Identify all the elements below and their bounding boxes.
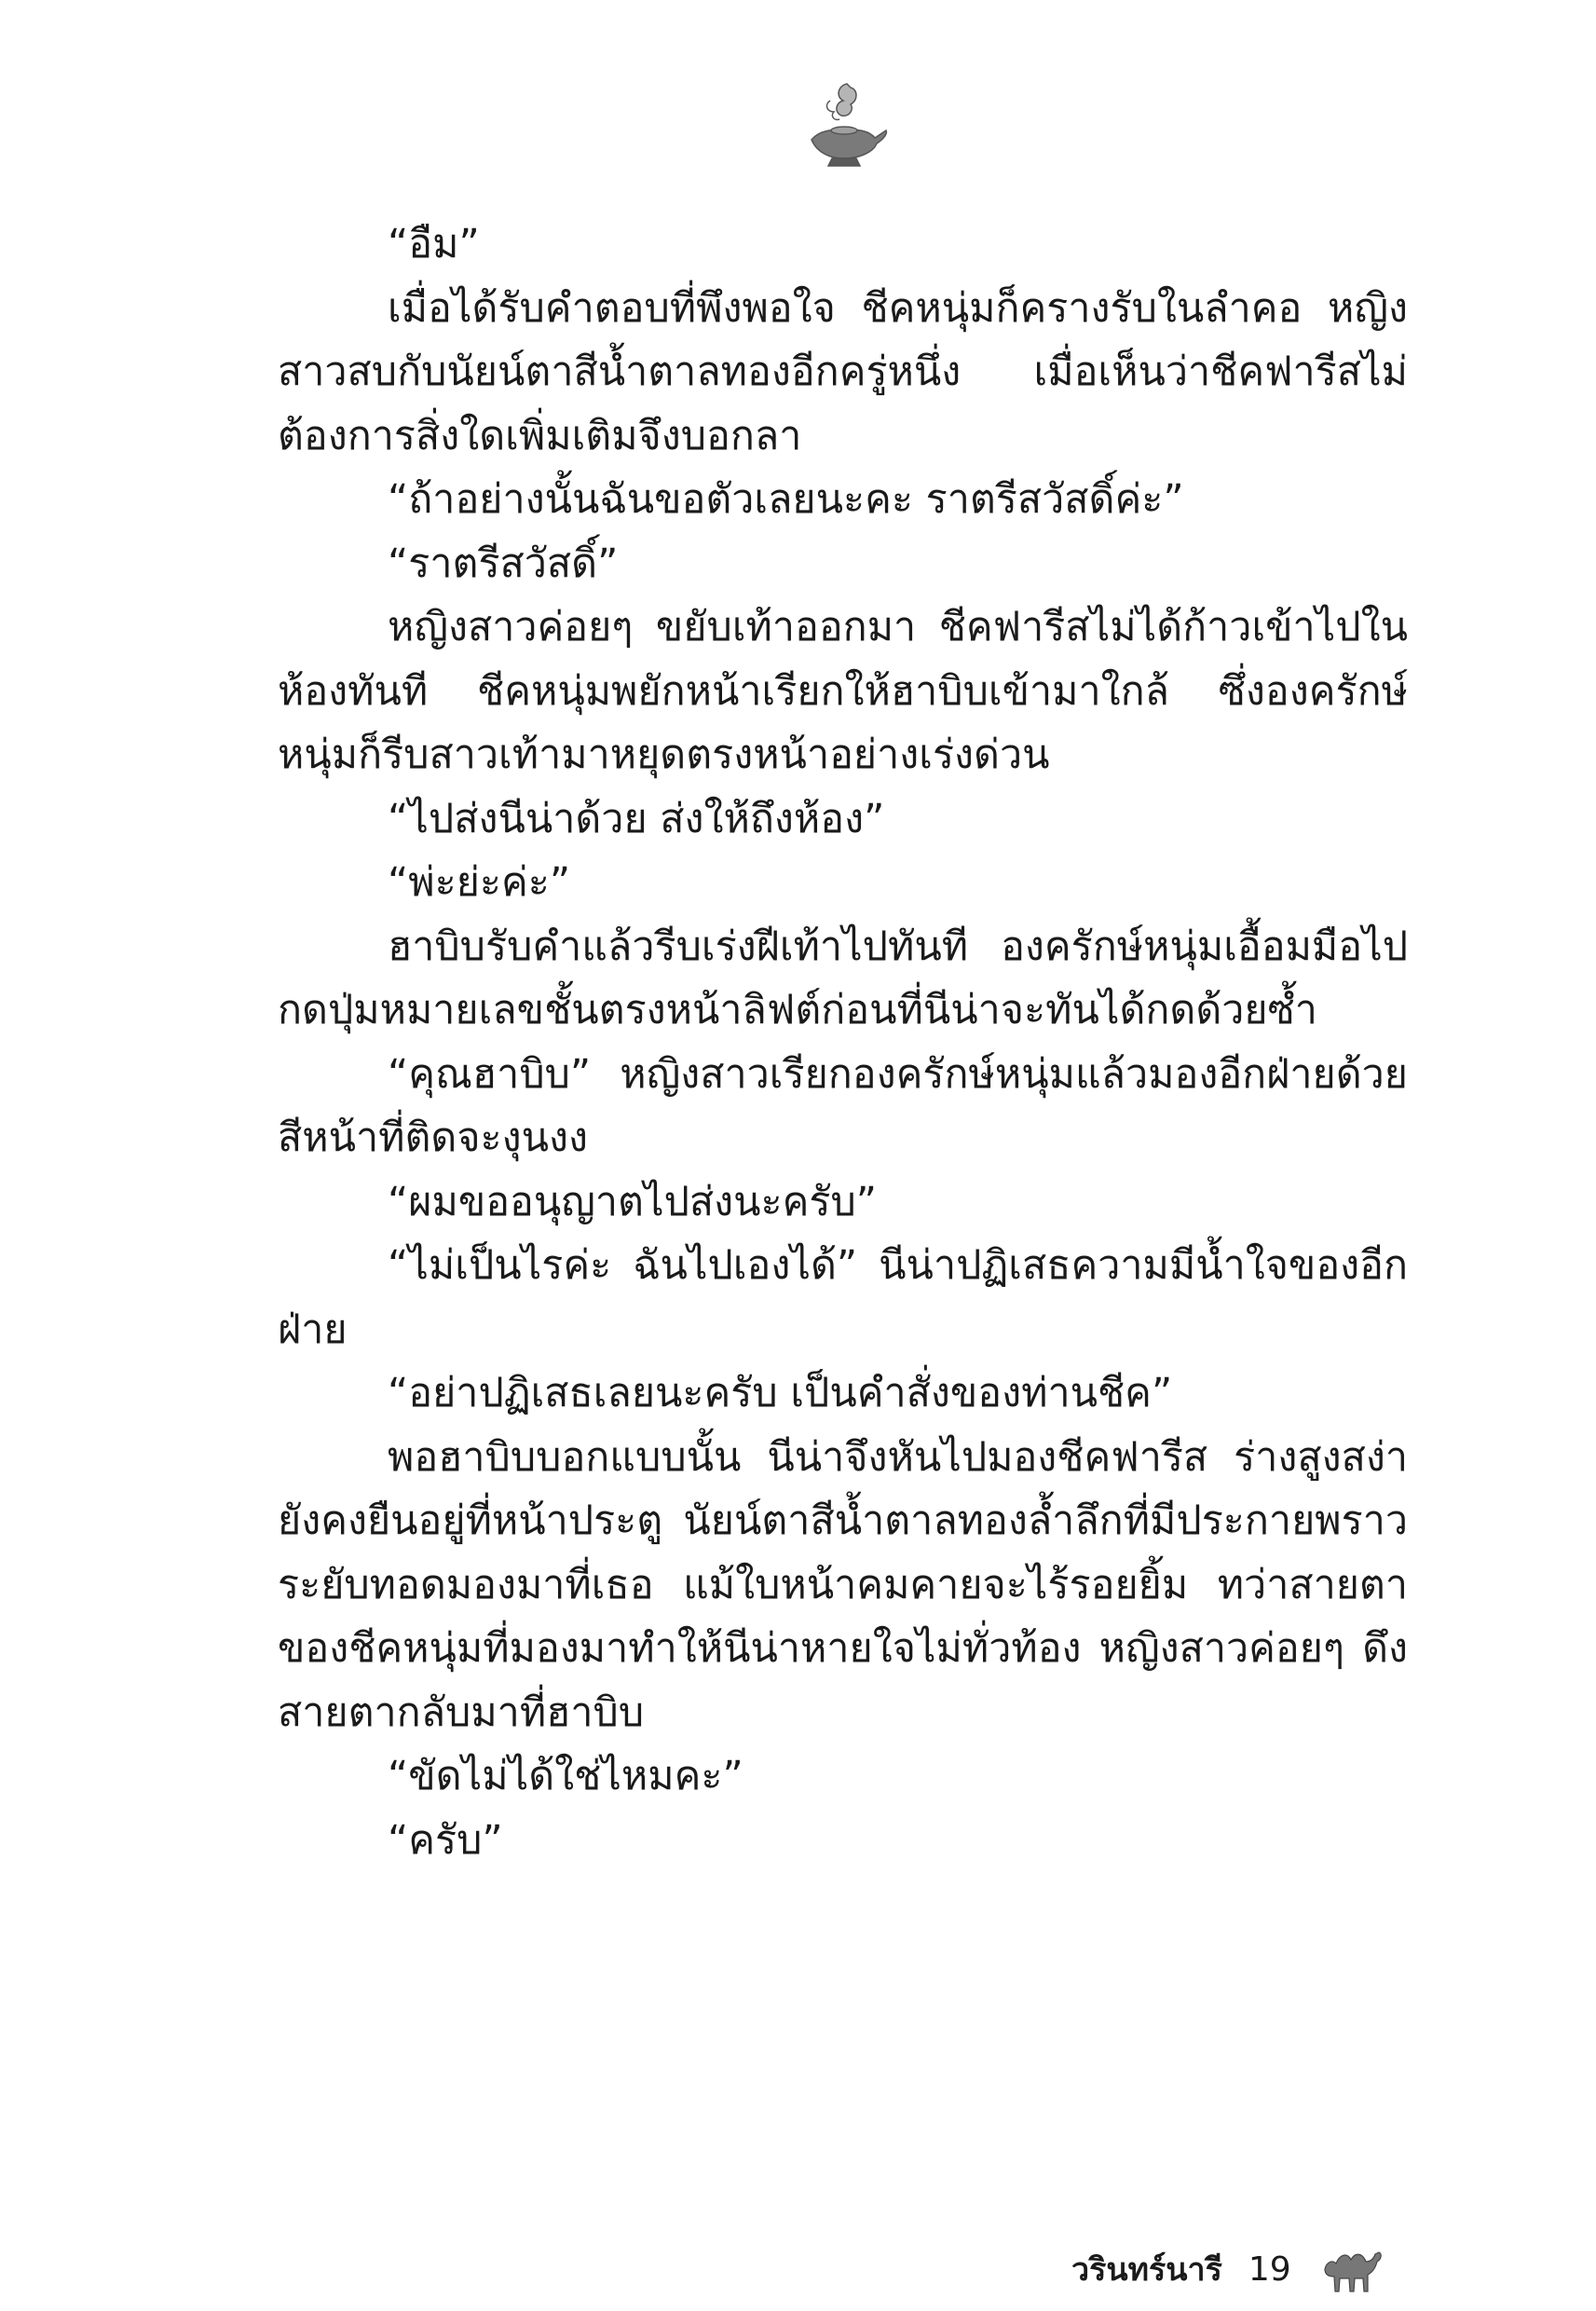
paragraph: “คุณฮาบิบ” หญิงสาวเรียกองครักษ์หนุ่มแล้วมองอีกฝ่ายด้วยสีหน้าที่ติดจะงุนงง	[278, 1050, 1408, 1161]
book-title: วรินทร์นารี	[1071, 2251, 1222, 2289]
paragraph: “ไม่เป็นไรค่ะ ฉันไปเองได้” นีน่าปฏิเสธความมีน้ำใจของอีกฝ่าย	[278, 1242, 1408, 1353]
paragraph: “ครับ”	[388, 1816, 503, 1864]
paragraph: หญิงสาวค่อยๆ ขยับเท้าออกมา ชีคฟารีสไม่ได้ก้าวเข้าไปในห้องทันที ชีคหนุ่มพยักหน้าเรียกให้ฮาบิบเข้ามาใกล้ ซึ่งองครักษ์หนุ่มก็รีบสาวเท้ามาหยุดตรงหน้าอย่างเร่งด่วน	[278, 604, 1408, 778]
paragraph: “ถ้าอย่างนั้นฉันขอตัวเลยนะคะ ราตรีสวัสดิ์ค่ะ”	[388, 476, 1184, 523]
camel-icon	[1317, 2241, 1385, 2297]
page-footer	[1071, 2241, 1385, 2297]
paragraph: ฮาบิบรับคำแล้วรีบเร่งฝีเท้าไปทันที องครักษ์หนุ่มเอื้อมมือไปกดปุ่มหมายเลขชั้นตรงหน้าลิฟต์ก่อนที่นีน่าจะทันได้กดด้วยซ้ำ	[278, 923, 1408, 1033]
paragraph: “ผมขออนุญาตไปส่งนะครับ”	[388, 1178, 878, 1225]
story-body	[278, 212, 1408, 1872]
paragraph: “อืม”	[388, 221, 480, 267]
genie-lamp-icon	[793, 73, 895, 175]
paragraph: “พ่ะย่ะค่ะ”	[388, 859, 571, 906]
page-number: 19	[1248, 2249, 1291, 2289]
paragraph: เมื่อได้รับคำตอบที่พึงพอใจ ชีคหนุ่มก็ครางรับในลำคอ หญิงสาวสบกับนัยน์ตาสีน้ำตาลทองอีกครู่หนึ่ง เมื่อเห็นว่าชีคฟารีสไม่ต้องการสิ่งใดเพิ่มเติมจึงบอกลา	[278, 284, 1408, 459]
paragraph: “ขัดไม่ได้ใช่ไหมคะ”	[388, 1753, 743, 1799]
paragraph: พอฮาบิบบอกแบบนั้น นีน่าจึงหันไปมองชีคฟารีส ร่างสูงสง่ายังคงยืนอยู่ที่หน้าประตู นัยน์ตาสีน้ำตาลทองล้ำลึกที่มีประกายพราวระยับทอดมองมาที่เธอ แม้ใบหน้าคมคายจะไร้รอยยิ้ม ทว่าสายตาของชีคหนุ่มที่มองมาทำให้นีน่าหายใจไม่ทั่วท้อง หญิงสาวค่อยๆ ดึงสายตากลับมาที่ฮาบิบ	[278, 1433, 1408, 1736]
paragraph: “ไปส่งนีน่าด้วย ส่งให้ถึงห้อง”	[388, 795, 885, 842]
paragraph: “อย่าปฏิเสธเลยนะครับ เป็นคำสั่งของท่านชีค”	[388, 1370, 1173, 1416]
paragraph: “ราตรีสวัสดิ์”	[388, 540, 619, 587]
